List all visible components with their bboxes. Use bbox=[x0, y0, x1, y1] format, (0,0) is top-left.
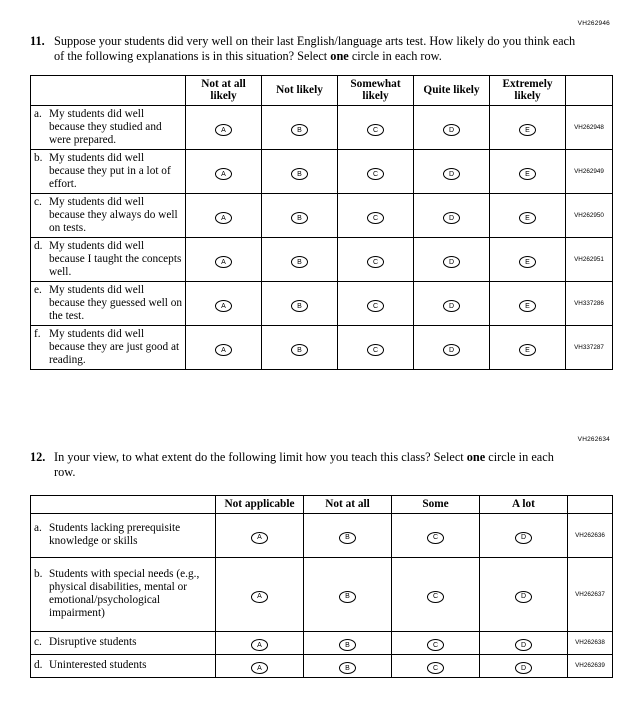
corner-cell bbox=[31, 75, 186, 105]
row-stem bbox=[31, 194, 186, 238]
q12-response-table bbox=[30, 495, 613, 678]
response-bubble[interactable]: E bbox=[519, 256, 536, 268]
row-label: d. bbox=[34, 240, 43, 253]
row-stem bbox=[31, 326, 186, 370]
response-bubble[interactable]: A bbox=[215, 168, 232, 180]
table-row bbox=[31, 282, 613, 326]
item-code: VH337286 bbox=[566, 282, 613, 326]
q11-response-table bbox=[30, 75, 613, 370]
item-code: VH262638 bbox=[568, 631, 613, 654]
question-text-segment: In your view, to what extent do the following limit how you teach this class? Select bbox=[54, 450, 467, 464]
item-code: VH262948 bbox=[566, 106, 613, 150]
response-bubble[interactable]: B bbox=[291, 256, 308, 268]
table-row bbox=[31, 557, 613, 631]
response-bubble[interactable]: D bbox=[515, 639, 532, 651]
question-text bbox=[54, 450, 578, 481]
row-text: My students did well because they studied and were prepared. bbox=[49, 108, 162, 146]
response-bubble[interactable]: D bbox=[443, 124, 460, 136]
response-bubble[interactable]: E bbox=[519, 344, 536, 356]
item-code: VH262951 bbox=[566, 238, 613, 282]
response-bubble[interactable]: D bbox=[515, 532, 532, 544]
table-row bbox=[31, 654, 613, 677]
response-bubble[interactable]: E bbox=[519, 168, 536, 180]
response-bubble[interactable]: B bbox=[339, 639, 356, 651]
response-bubble[interactable]: D bbox=[443, 168, 460, 180]
response-bubble[interactable]: B bbox=[291, 124, 308, 136]
response-bubble[interactable]: A bbox=[251, 662, 268, 674]
table-row bbox=[31, 194, 613, 238]
response-bubble[interactable]: B bbox=[291, 344, 308, 356]
response-bubble[interactable]: D bbox=[443, 256, 460, 268]
question-text-segment: Suppose your students did very well on their last English/language arts test. How likely do you think each of the following explanations is in this situation? Select bbox=[54, 34, 576, 64]
response-bubble[interactable]: D bbox=[443, 300, 460, 312]
column-header: Extremely likely bbox=[490, 75, 566, 105]
item-code: VH337287 bbox=[566, 326, 613, 370]
column-header: Not at all likely bbox=[186, 75, 262, 105]
row-stem bbox=[31, 238, 186, 282]
response-bubble[interactable]: C bbox=[367, 212, 384, 224]
form-code: VH262634 bbox=[577, 436, 610, 443]
response-bubble[interactable]: C bbox=[427, 639, 444, 651]
row-text: Students with special needs (e.g., physical disabilities, mental or emotional/psychological impairment) bbox=[49, 568, 200, 620]
row-label: b. bbox=[34, 568, 43, 581]
response-bubble[interactable]: A bbox=[215, 212, 232, 224]
question-number: 11. bbox=[30, 34, 45, 48]
row-label: c. bbox=[34, 636, 42, 649]
response-bubble[interactable]: C bbox=[427, 591, 444, 603]
response-bubble[interactable]: C bbox=[367, 344, 384, 356]
response-bubble[interactable]: E bbox=[519, 124, 536, 136]
question-text-segment: circle in each row. bbox=[348, 49, 442, 64]
row-label: e. bbox=[34, 284, 42, 297]
header-row bbox=[31, 495, 613, 513]
row-label: a. bbox=[34, 522, 42, 535]
row-text: Students lacking prerequisite knowledge or skills bbox=[49, 522, 181, 548]
row-stem bbox=[31, 631, 216, 654]
question-text-bold: one bbox=[466, 450, 486, 464]
row-text: My students did well because they are just good at reading. bbox=[49, 328, 180, 366]
corner-cell bbox=[31, 495, 216, 513]
row-text: My students did well because they put in a lot of effort. bbox=[49, 152, 171, 190]
response-bubble[interactable]: D bbox=[443, 344, 460, 356]
row-text: My students did well because I taught the concepts well. bbox=[49, 240, 182, 278]
table-row bbox=[31, 106, 613, 150]
response-bubble[interactable]: A bbox=[215, 256, 232, 268]
column-header: Not likely bbox=[262, 75, 338, 105]
column-header: Somewhat likely bbox=[338, 75, 414, 105]
item-code: VH262949 bbox=[566, 150, 613, 194]
table-row bbox=[31, 238, 613, 282]
question-11-block bbox=[30, 20, 612, 370]
row-label: c. bbox=[34, 196, 42, 209]
response-bubble[interactable]: B bbox=[291, 212, 308, 224]
response-bubble[interactable]: B bbox=[339, 662, 356, 674]
row-label: a. bbox=[34, 108, 42, 121]
response-bubble[interactable]: D bbox=[515, 662, 532, 674]
response-bubble[interactable]: E bbox=[519, 212, 536, 224]
response-bubble[interactable]: C bbox=[427, 532, 444, 544]
response-bubble[interactable]: A bbox=[215, 124, 232, 136]
corner-cell bbox=[566, 75, 613, 105]
response-bubble[interactable]: B bbox=[339, 591, 356, 603]
response-bubble[interactable]: A bbox=[251, 591, 268, 603]
column-header: Quite likely bbox=[414, 75, 490, 105]
question-number: 12. bbox=[30, 450, 46, 464]
row-stem bbox=[31, 654, 216, 677]
row-stem bbox=[31, 513, 216, 557]
question-text bbox=[54, 34, 578, 65]
corner-cell bbox=[568, 495, 613, 513]
response-bubble[interactable]: A bbox=[251, 532, 268, 544]
item-code: VH262637 bbox=[568, 557, 613, 631]
row-label: f. bbox=[34, 328, 41, 341]
header-row bbox=[31, 75, 613, 105]
column-header: Some bbox=[392, 495, 480, 513]
response-bubble[interactable]: B bbox=[291, 300, 308, 312]
row-label: d. bbox=[34, 659, 43, 672]
response-bubble[interactable]: C bbox=[367, 168, 384, 180]
row-label: b. bbox=[34, 152, 43, 165]
row-stem bbox=[31, 282, 186, 326]
column-header: A lot bbox=[480, 495, 568, 513]
table-row bbox=[31, 326, 613, 370]
form-code: VH262946 bbox=[577, 20, 610, 27]
response-bubble[interactable]: D bbox=[515, 591, 532, 603]
item-code: VH262950 bbox=[566, 194, 613, 238]
response-bubble[interactable]: B bbox=[291, 168, 308, 180]
row-stem bbox=[31, 150, 186, 194]
table-row bbox=[31, 150, 613, 194]
row-text: My students did well because they guessed well on the test. bbox=[49, 284, 183, 322]
response-bubble[interactable]: D bbox=[443, 212, 460, 224]
response-bubble[interactable]: A bbox=[251, 639, 268, 651]
row-text: Disruptive students bbox=[49, 636, 137, 649]
question-12-block bbox=[30, 436, 612, 678]
column-header: Not applicable bbox=[216, 495, 304, 513]
response-bubble[interactable]: C bbox=[367, 124, 384, 136]
response-bubble[interactable]: C bbox=[367, 256, 384, 268]
question-11 bbox=[30, 34, 612, 65]
row-stem bbox=[31, 106, 186, 150]
column-header: Not at all bbox=[304, 495, 392, 513]
response-bubble[interactable]: C bbox=[367, 300, 384, 312]
question-12 bbox=[30, 450, 612, 481]
table-row bbox=[31, 631, 613, 654]
question-text-bold: one bbox=[330, 49, 349, 64]
row-stem bbox=[31, 557, 216, 631]
response-bubble[interactable]: C bbox=[427, 662, 444, 674]
response-bubble[interactable]: A bbox=[215, 300, 232, 312]
item-code: VH262639 bbox=[568, 654, 613, 677]
row-text: My students did well because they always do well on tests. bbox=[49, 196, 178, 234]
question-text-segment: circle in each row. bbox=[54, 450, 554, 480]
response-bubble[interactable]: E bbox=[519, 300, 536, 312]
item-code: VH262636 bbox=[568, 513, 613, 557]
response-bubble[interactable]: A bbox=[215, 344, 232, 356]
table-row bbox=[31, 513, 613, 557]
row-text: Uninterested students bbox=[49, 659, 147, 672]
response-bubble[interactable]: B bbox=[339, 532, 356, 544]
